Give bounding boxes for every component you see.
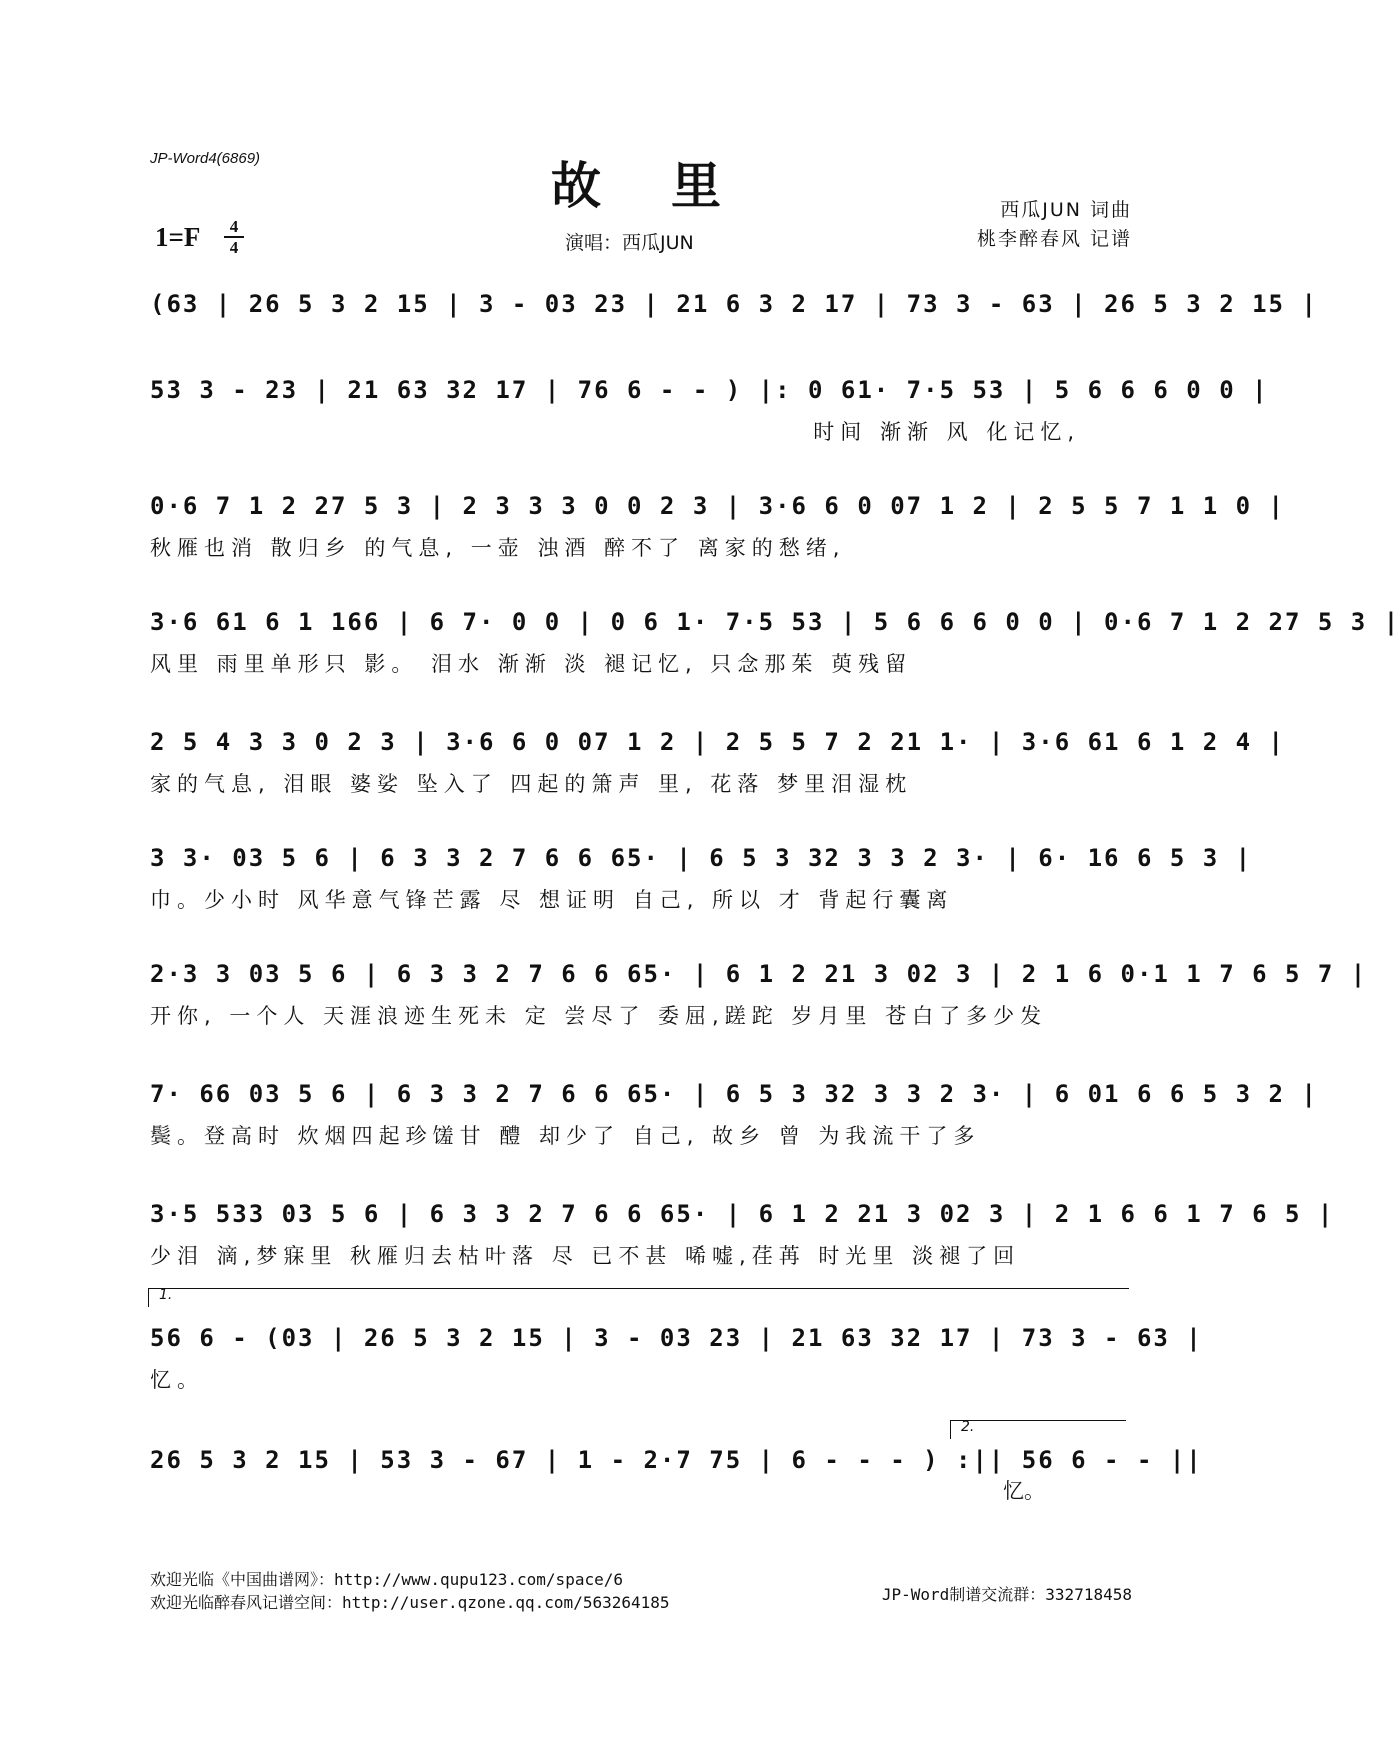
notation-line: 2·3 3 03 5 6 | 6 3 3 2 7 6 6 65· | 6 1 2 21 3 02 3 | 2 1 6 0·1 1 7 6 5 7 | [150,960,1368,988]
second-ending-number: 2. [961,1419,975,1435]
lyric-line: 巾。少小时 风华意气锋芒露 尽 想证明 自己, 所以 才 背起行囊离 [150,888,954,912]
lyric-line: 忆。 [150,1368,204,1392]
footer-link-qzone[interactable]: 欢迎光临醉春风记谱空间：http://user.qzone.qq.com/563264185 [150,1593,670,1612]
lyric-line: 鬓。登高时 炊烟四起珍馐甘 醴 却少了 自己, 故乡 曾 为我流干了多 [150,1124,981,1148]
time-signature-top: 4 [229,217,239,236]
notation-line: 3 3· 03 5 6 | 6 3 3 2 7 6 6 65· | 6 5 3 32 3 3 2 3· | 6· 16 6 5 3 | [150,844,1253,872]
notation-line: 3·6 61 6 1 166 | 6 7· 0 0 | 0 6 1· 7·5 53 | 5 6 6 6 0 0 | 0·6 7 1 2 27 5 3 | [150,608,1400,636]
first-ending-number: 1. [159,1287,173,1303]
notation-line: 53 3 - 23 | 21 63 32 17 | 76 6 - - ) |: 0 61· 7·5 53 | 5 6 6 6 0 0 | [150,376,1269,404]
lyric-line: 家的气息, 泪眼 婆娑 坠入了 四起的箫声 里, 花落 梦里泪湿枕 [150,772,913,796]
lyric-line: 风里 雨里单形只 影。 泪水 渐渐 淡 褪记忆, 只念那茱 萸残留 [150,652,913,676]
lyric-line: 秋雁也消 散归乡 的气息, 一壶 浊酒 醉不了 离家的愁绪, [150,536,846,560]
time-signature-bottom: 4 [229,238,239,257]
lyricist-composer: 西瓜JUN 词曲 [1000,199,1132,221]
software-label: JP-Word4(6869) [150,150,261,167]
second-ending-lyric: 忆。 [1003,1479,1045,1503]
first-ending-bracket [148,1288,1129,1307]
notation-line: 56 6 - (03 | 26 5 3 2 15 | 3 - 03 23 | 21 63 32 17 | 73 3 - 63 | [150,1324,1203,1352]
notation-line: 26 5 3 2 15 | 53 3 - 67 | 1 - 2·7 75 | 6 - - - ) :|| 56 6 - - || [150,1446,1203,1474]
second-ending-bracket [950,1420,1126,1439]
singer: 演唱：西瓜JUN [565,232,694,254]
lyric-line: 时间 渐渐 风 化记忆, [813,420,1080,444]
transcriber: 桃李醉春风 记谱 [976,228,1132,250]
credits [977,196,1132,254]
notation-line: (63 | 26 5 3 2 15 | 3 - 03 23 | 21 6 3 2 17 | 73 3 - 63 | 26 5 3 2 15 | [150,290,1318,318]
notation-line: 0·6 7 1 2 27 5 3 | 2 3 3 3 0 0 2 3 | 3·6 6 0 07 1 2 | 2 5 5 7 1 1 0 | [150,492,1285,520]
song-title: 故里 [551,156,791,215]
footer-links [150,1568,670,1614]
notation-line: 7· 66 03 5 6 | 6 3 3 2 7 6 6 65· | 6 5 3 32 3 3 2 3· | 6 01 6 6 5 3 2 | [150,1080,1318,1108]
lyric-line: 开你, 一个人 天涯浪迹生死未 定 尝尽了 委屈,蹉跎 岁月里 苍白了多少发 [150,1004,1048,1028]
lyric-line: 少泪 滴,梦寐里 秋雁归去枯叶落 尽 已不甚 唏嘘,荏苒 时光里 淡褪了回 [150,1244,1021,1268]
footer-link-qupu[interactable]: 欢迎光临《中国曲谱网》：http://www.qupu123.com/space/6 [150,1570,623,1589]
key-signature: 1=F [155,222,201,252]
footer-group: JP-Word制谱交流群：332718458 [881,1585,1132,1604]
time-signature [224,218,244,256]
notation-line: 2 5 4 3 3 0 2 3 | 3·6 6 0 07 1 2 | 2 5 5 7 2 21 1· | 3·6 61 6 1 2 4 | [150,728,1285,756]
notation-line: 3·5 533 03 5 6 | 6 3 3 2 7 6 6 65· | 6 1 2 21 3 02 3 | 2 1 6 6 1 7 6 5 | [150,1200,1335,1228]
